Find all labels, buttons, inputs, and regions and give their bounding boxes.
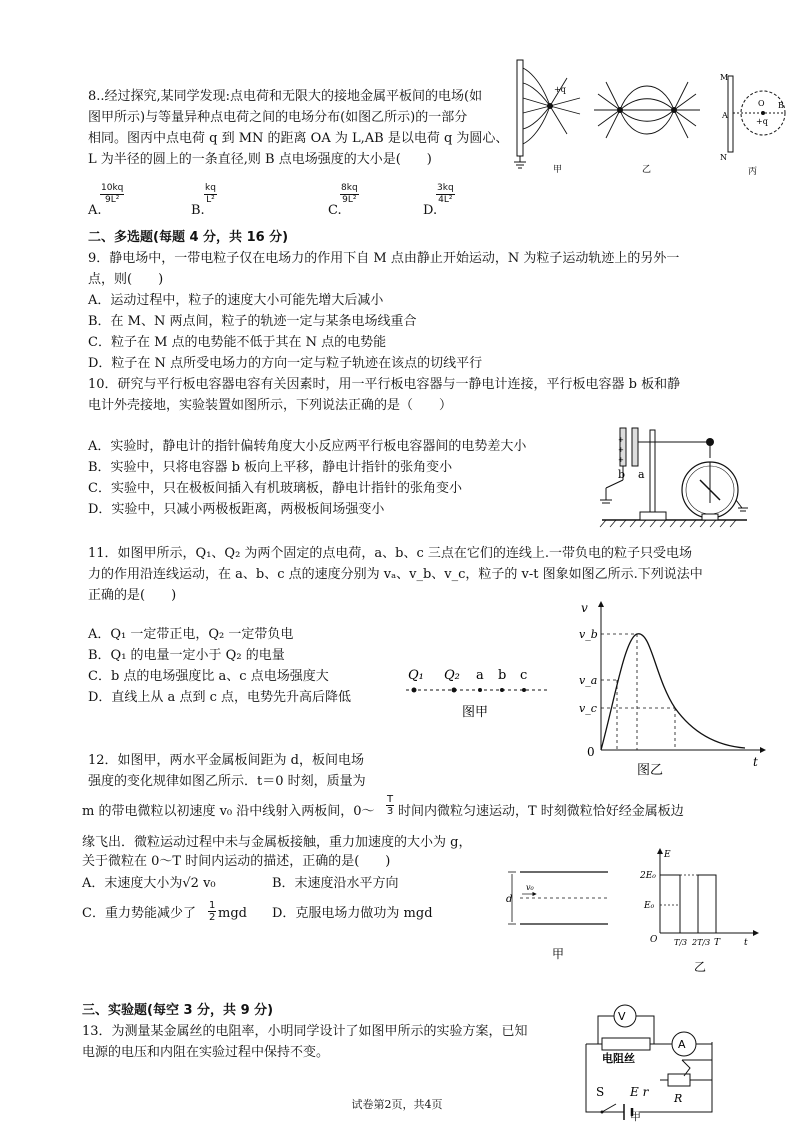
q8-fig-bing-B: B bbox=[778, 101, 784, 110]
page-footer: 试卷第2页，共4页 bbox=[351, 1098, 443, 1111]
q8-line-2: 图甲所示)与等量异种点电荷之间的电场分布(如图乙所示)的一部分 bbox=[88, 110, 468, 125]
q11-line-3: 正确的是( ) bbox=[88, 588, 177, 603]
q12-fig-jia-v0: v₀ bbox=[526, 883, 534, 892]
q11-fig-yi-vc: v_c bbox=[579, 702, 597, 715]
q12-line-2: 强度的变化规律如图乙所示．t＝0 时刻，质量为 bbox=[88, 774, 366, 789]
q8-line-3: 相同。图丙中点电荷 q 到 MN 的距离 OA 为 L,AB 是以电荷 q 为圆心、 bbox=[88, 131, 509, 146]
q11-fig-yi-va: v_a bbox=[579, 674, 598, 687]
q8-fig-bing-M: M bbox=[720, 73, 729, 82]
q11-fig-jia-q1: Q₁ bbox=[408, 668, 424, 683]
q10-line-2: 电计外壳接地，实验装置如图所示，下列说法正确的是（ ） bbox=[88, 398, 453, 413]
q12-option-a: A．末速度大小为√2 v₀ bbox=[82, 876, 216, 891]
q12-fig-yi-E: E bbox=[664, 850, 671, 860]
q11-option-c: C．b 点的电场强度比 a、c 点电场强度大 bbox=[88, 669, 329, 684]
q9-line-2: 点，则( ) bbox=[88, 272, 164, 287]
q8-fig-bing-q: +q bbox=[756, 117, 768, 126]
q12-option-b: B．末速度沿水平方向 bbox=[272, 876, 399, 891]
q9-option-c: C．粒子在 M 点的电势能不低于其在 N 点的电势能 bbox=[88, 335, 387, 350]
q8-fig-yi-caption: 乙 bbox=[642, 165, 652, 175]
q10-fig-label-b: b bbox=[618, 468, 626, 481]
q12-fig-yi-T3: T/3 bbox=[674, 938, 688, 947]
q10-option-c: C．实验中，只在极板间插入有机玻璃板，静电计指针的张角变小 bbox=[88, 481, 462, 496]
q8-figure-yi bbox=[592, 70, 702, 175]
q11-option-b: B．Q₁ 的电量一定小于 Q₂ 的电量 bbox=[88, 648, 285, 663]
q11-line-1: 11．如图甲所示，Q₁、Q₂ 为两个固定的点电荷，a、b、c 三点在它们的连线上.一带负电的粒子只受电场 bbox=[88, 546, 693, 561]
q11-figure-yi-vt-graph bbox=[575, 598, 775, 778]
q13-voltmeter-label: V bbox=[618, 1010, 626, 1023]
q12-figure-jia bbox=[500, 862, 620, 962]
q11-line-2: 力的作用沿连线运动，在 a、b、c 点的速度分别为 vₐ、v_b、v_c，粒子的 v-t 图象如图乙所示.下列说法中 bbox=[88, 567, 703, 582]
q8-line-1: 8..经过探究,某同学发现:点电荷和无限大的接地金属平板间的电场(如 bbox=[88, 89, 483, 104]
q10-option-b: B．实验中，只将电容器 b 板向上平移，静电计指针的张角变小 bbox=[88, 460, 453, 475]
q8-fig-jia-caption: 甲 bbox=[553, 165, 563, 175]
q12-fig-yi-T: T bbox=[714, 938, 721, 948]
svg-text:+: + bbox=[618, 436, 624, 444]
q12-line-4: 缘飞出．微粒运动过程中未与金属板接触，重力加速度的大小为 g， bbox=[82, 835, 472, 850]
q12-fig-yi-2E0: 2E₀ bbox=[640, 871, 656, 881]
q11-fig-jia-a: a bbox=[476, 668, 484, 683]
q13-source-label: E r bbox=[630, 1085, 649, 1099]
q9-option-d: D．粒子在 N 点所受电场力的方向一定与粒子轨迹在该点的切线平行 bbox=[88, 356, 483, 371]
q12-fig-jia-caption: 甲 bbox=[552, 947, 565, 961]
q12-option-d: D．克服电场力做功为 mgd bbox=[272, 906, 433, 921]
q12-fig-yi-caption: 乙 bbox=[694, 960, 707, 974]
q9-line-1: 9．静电场中，一带电粒子仅在电场力的作用下自 M 点由静止开始运动，N 为粒子运动轨迹上的另外一 bbox=[88, 251, 680, 266]
q12-fig-yi-2T3: 2T/3 bbox=[692, 938, 711, 947]
q11-fig-jia-q2: Q₂ bbox=[444, 668, 460, 683]
q10-option-d: D．实验中，只减小两极板距离，两极板间场强变小 bbox=[88, 502, 385, 517]
q8-fig-bing-caption: 丙 bbox=[748, 167, 758, 177]
q8-fig-bing-N: N bbox=[720, 153, 727, 162]
section3-title: 三、实验题(每空 3 分，共 9 分) bbox=[82, 1003, 274, 1018]
svg-text:+: + bbox=[618, 456, 624, 464]
q11-option-a: A．Q₁ 一定带正电，Q₂ 一定带负电 bbox=[88, 627, 294, 642]
q12-fig-yi-E0: E₀ bbox=[644, 901, 655, 911]
q12-line-5: 关于微粒在 0～T 时间内运动的描述，正确的是( ) bbox=[82, 854, 391, 869]
q12-fig-yi-origin: O bbox=[650, 935, 658, 945]
q13-rheostat-label: R bbox=[674, 1092, 683, 1105]
q11-fig-yi-origin: 0 bbox=[587, 745, 595, 759]
q8-figure-bing bbox=[718, 66, 788, 176]
q13-line-1: 13．为测量某金属丝的电阻率，小明同学设计了如图甲所示的实验方案，已知 bbox=[82, 1024, 528, 1039]
q11-figure-jia bbox=[400, 660, 560, 720]
q11-fig-yi-v-axis: v bbox=[581, 601, 588, 615]
q13-ammeter-label: A bbox=[678, 1038, 686, 1051]
q12-fig-jia-d: d bbox=[506, 894, 513, 905]
q11-fig-jia-caption: 图甲 bbox=[462, 705, 489, 720]
q11-fig-yi-vb: v_b bbox=[579, 628, 598, 641]
q11-option-d: D．直线上从 a 点到 c 点，电势先升高后降低 bbox=[88, 690, 351, 705]
q8-fig-bing-A: A bbox=[722, 111, 728, 120]
q10-option-a: A．实验时，静电计的指针偏转角度大小反应两平行板电容器间的电势差大小 bbox=[88, 439, 527, 454]
q8-fig-bing-O: O bbox=[758, 99, 765, 108]
q11-fig-yi-t-axis: t bbox=[753, 755, 758, 769]
q9-option-b: B．在 M、N 两点间，粒子的轨迹一定与某条电场线重合 bbox=[88, 314, 417, 329]
q11-fig-jia-c: c bbox=[520, 668, 528, 683]
q12-figure-yi-field-graph bbox=[640, 845, 770, 975]
q13-figure-caption: 甲 bbox=[630, 1110, 641, 1123]
q13-switch-label: S bbox=[596, 1085, 605, 1099]
q13-wire-label: 电阻丝 bbox=[602, 1052, 635, 1065]
q11-fig-jia-b: b bbox=[498, 668, 507, 683]
q8-line-4: L 为半径的圆上的一条直径,则 B 点电场强度的大小是( ) bbox=[88, 152, 432, 167]
svg-text:+: + bbox=[618, 446, 624, 454]
section2-title: 二、多选题(每题 4 分，共 16 分) bbox=[88, 230, 289, 245]
q8-fig-jia-charge-label: +q bbox=[554, 85, 566, 94]
q10-fig-label-a: a bbox=[638, 468, 645, 481]
q12-fig-yi-t: t bbox=[744, 938, 748, 948]
q12-line-1: 12．如图甲，两水平金属板间距为 d，板间电场 bbox=[88, 753, 364, 768]
q10-line-1: 10．研究与平行板电容器电容有关因素时，用一平行板电容器与一静电计连接，平行板电容器 b 板和静 bbox=[88, 377, 681, 392]
q13-line-2: 电源的电压和内阻在实验过程中保持不变。 bbox=[82, 1045, 330, 1060]
q11-fig-yi-caption: 图乙 bbox=[637, 763, 664, 778]
q10-figure-electrometer bbox=[592, 408, 752, 528]
q8-figure-jia bbox=[505, 58, 595, 178]
q9-option-a: A．运动过程中，粒子的速度大小可能先增大后减小 bbox=[88, 293, 384, 308]
